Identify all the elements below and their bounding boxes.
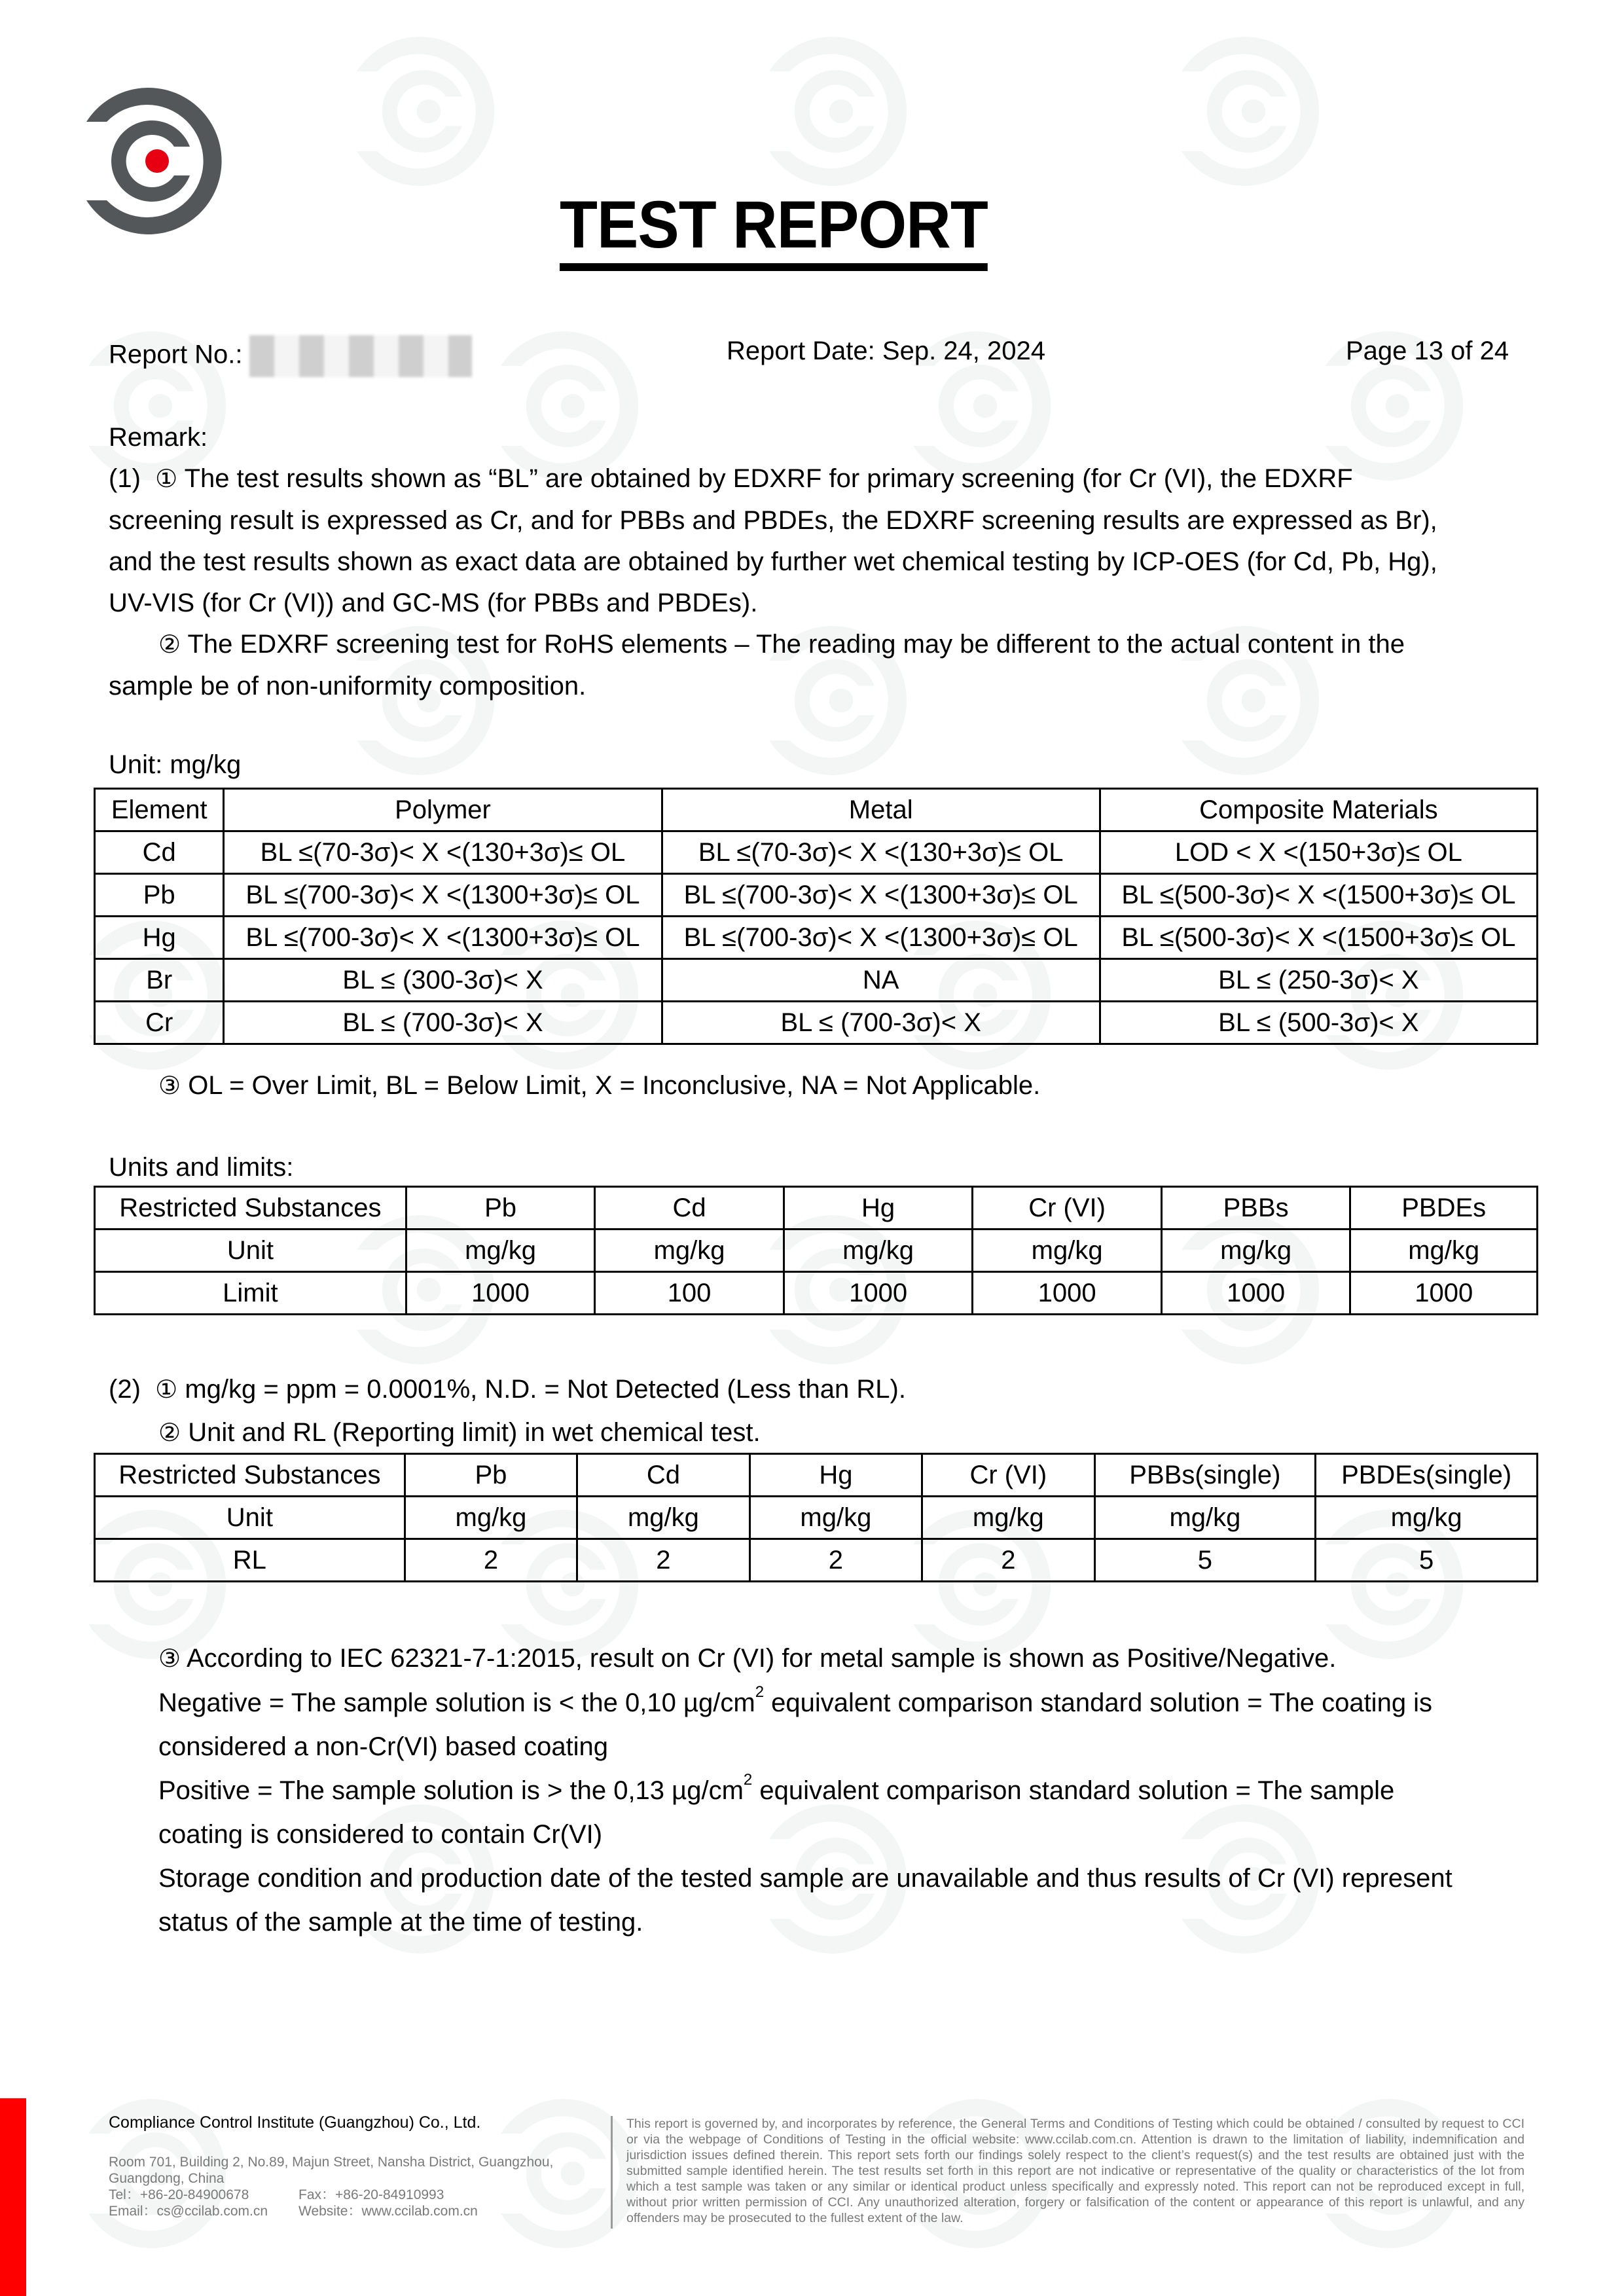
table-header-cell: Metal bbox=[662, 789, 1100, 831]
table-cell: 1000 bbox=[973, 1272, 1162, 1315]
footer-web-row bbox=[109, 2203, 606, 2219]
footer-email: Email：cs@ccilab.com.cn bbox=[109, 2204, 268, 2219]
limits-label: Units and limits: bbox=[109, 1153, 294, 1182]
table-cell: 100 bbox=[595, 1272, 784, 1315]
footer-address: Guangdong, China bbox=[109, 2171, 225, 2186]
footer-address: Room 701, Building 2, No.89, Majun Street, Nansha District, Guangzhou, bbox=[109, 2155, 554, 2170]
section-2-line-2 bbox=[109, 1412, 1549, 1454]
footer-legal-text: This report is governed by, and incorporates by reference, the General Terms and Conditions of Testing which could be obtained / consulted by request to CCI or via the webpage of Conditions of Testing in the official website: www.ccilab.com.cn. Attention is drawn to the limitation of liability, indemnification and jurisdiction issues defined therein. This report sets forth our findings solely respect to the client’s request(s) and the test results are obtained just with the submitted sample identified herein. The test results set forth in this report are not indicative or representative of the quality or characteristics of the lot from which a test sample was taken or any similar or identical product unless specifically and expressly noted. This report can not be reproduced except in full, without prior written permission of CCI. Any unauthorized alteration, forgery or falsification of the content or appearance of this report is unlawful, and any offenders may be prosecuted to the fullest extent of the law. bbox=[626, 2117, 1525, 2225]
table-cell: BL ≤(700-3σ)< X <(1300+3σ)≤ OL bbox=[224, 874, 662, 917]
table-row bbox=[95, 1002, 1538, 1044]
table-cell: BL ≤ (500-3σ)< X bbox=[1100, 1002, 1537, 1044]
table-cell: BL ≤(500-3σ)< X <(1500+3σ)≤ OL bbox=[1100, 874, 1537, 917]
circled-three-icon: ③ bbox=[158, 1072, 181, 1100]
table-cell: Cr bbox=[95, 1002, 224, 1044]
remark-heading: Remark: bbox=[109, 423, 208, 452]
report-number bbox=[109, 335, 472, 377]
note-text: OL = Over Limit, BL = Below Limit, X = Inconclusive, NA = Not Applicable. bbox=[181, 1071, 1041, 1100]
table-cell: mg/kg bbox=[973, 1230, 1162, 1272]
remark-block bbox=[109, 417, 1549, 707]
table-row bbox=[95, 959, 1538, 1002]
table-cell: BL ≤(700-3σ)< X <(1300+3σ)≤ OL bbox=[224, 917, 662, 959]
table-header-cell: Pb bbox=[405, 1454, 577, 1497]
unit-label: Unit: mg/kg bbox=[109, 750, 242, 779]
reporting-limit-table bbox=[94, 1453, 1538, 1582]
table-row bbox=[95, 1272, 1538, 1315]
table-cell: BL ≤ (700-3σ)< X bbox=[662, 1002, 1100, 1044]
table-header-cell: Hg bbox=[784, 1187, 973, 1230]
table-cell: BL ≤(70-3σ)< X <(130+3σ)≤ OL bbox=[662, 831, 1100, 874]
table-cell: mg/kg bbox=[784, 1230, 973, 1272]
table-cell: BL ≤ (300-3σ)< X bbox=[224, 959, 662, 1002]
page-title: TEST REPORT bbox=[560, 191, 988, 271]
negative-text: equivalent comparison standard solution = The coating is bbox=[764, 1688, 1433, 1717]
table-cell: 2 bbox=[577, 1539, 749, 1582]
table-cell: mg/kg bbox=[922, 1497, 1094, 1539]
table-cell: Pb bbox=[95, 874, 224, 917]
limits-table bbox=[94, 1186, 1538, 1315]
storage-note: Storage condition and production date of the tested sample are unavailable and thus results of Cr (VI) represent bbox=[158, 1864, 1453, 1893]
table-row bbox=[95, 1539, 1538, 1582]
table-header-cell: Cr (VI) bbox=[973, 1187, 1162, 1230]
report-date: Report Date: Sep. 24, 2024 bbox=[727, 337, 1045, 365]
section-text: Unit and RL (Reporting limit) in wet chemical test. bbox=[181, 1418, 761, 1447]
table-row bbox=[95, 831, 1538, 874]
table-cell: Hg bbox=[95, 917, 224, 959]
negative-definition-cont: considered a non-Cr(VI) based coating bbox=[158, 1732, 609, 1761]
table-cell: BL ≤ (250-3σ)< X bbox=[1100, 959, 1537, 1002]
circled-one-icon: ① bbox=[155, 465, 178, 493]
remark-text: UV-VIS (for Cr (VI)) and GC-MS (for PBBs and PBDEs). bbox=[109, 589, 758, 617]
table-cell: NA bbox=[662, 959, 1100, 1002]
table-cell: BL ≤ (700-3σ)< X bbox=[224, 1002, 662, 1044]
table-cell: BL ≤(70-3σ)< X <(130+3σ)≤ OL bbox=[224, 831, 662, 874]
table-cell: Cd bbox=[95, 831, 224, 874]
table-cell: Br bbox=[95, 959, 224, 1002]
table-header-cell: PBBs bbox=[1161, 1187, 1350, 1230]
table-cell: mg/kg bbox=[406, 1230, 595, 1272]
footer-tel: Tel：+86-20-84900678 bbox=[109, 2187, 249, 2202]
table-cell: mg/kg bbox=[749, 1497, 922, 1539]
table-cell: Unit bbox=[95, 1497, 405, 1539]
table-row bbox=[95, 1230, 1538, 1272]
remark-text: The test results shown as “BL” are obtained by EDXRF for primary screening (for Cr (VI), the EDXRF bbox=[177, 464, 1353, 493]
table-row bbox=[95, 1497, 1538, 1539]
circled-two-icon: ② bbox=[158, 1419, 181, 1447]
footer-divider bbox=[611, 2116, 613, 2229]
positive-definition bbox=[109, 1770, 1549, 1812]
table-header-cell: Cr (VI) bbox=[922, 1454, 1094, 1497]
circled-one-icon: ① bbox=[155, 1376, 178, 1404]
table-cell: Unit bbox=[95, 1230, 406, 1272]
table-cell: 1000 bbox=[1350, 1272, 1538, 1315]
table-cell: 1000 bbox=[406, 1272, 595, 1315]
table-cell: mg/kg bbox=[577, 1497, 749, 1539]
table-cell: mg/kg bbox=[1316, 1497, 1538, 1539]
redacted-report-number bbox=[249, 335, 472, 377]
table-cell: mg/kg bbox=[1350, 1230, 1538, 1272]
footer-fax: Fax：+86-20-84910993 bbox=[298, 2187, 444, 2202]
screening-note bbox=[109, 1065, 1598, 1107]
table-header-cell: Hg bbox=[749, 1454, 922, 1497]
table-header-cell: PBDEs bbox=[1350, 1187, 1538, 1230]
table-cell: BL ≤(700-3σ)< X <(1300+3σ)≤ OL bbox=[662, 917, 1100, 959]
item-number: (2) bbox=[109, 1375, 141, 1404]
circled-two-icon: ② bbox=[158, 631, 181, 659]
table-header-row bbox=[95, 1187, 1538, 1230]
positive-text: Positive = The sample solution is > the 0,13 µg/cm bbox=[158, 1776, 744, 1805]
superscript: 2 bbox=[743, 1771, 753, 1789]
footer-phone-row bbox=[109, 2187, 606, 2203]
negative-text: Negative = The sample solution is < the 0,10 µg/cm bbox=[158, 1688, 755, 1717]
positive-text: equivalent comparison standard solution = The sample bbox=[752, 1776, 1395, 1805]
table-header-cell: Pb bbox=[406, 1187, 595, 1230]
table-header-cell: Composite Materials bbox=[1100, 789, 1537, 831]
section-2 bbox=[109, 1369, 1549, 1454]
cr-note-line bbox=[109, 1638, 1549, 1680]
table-header-row bbox=[95, 1454, 1538, 1497]
table-cell: Limit bbox=[95, 1272, 406, 1315]
footer-contact bbox=[109, 2154, 606, 2219]
circled-three-icon: ③ bbox=[158, 1645, 181, 1673]
remark-item-1 bbox=[109, 458, 1549, 500]
report-number-label: Report No.: bbox=[109, 340, 243, 369]
table-cell: 1000 bbox=[784, 1272, 973, 1315]
remark-item-2 bbox=[109, 624, 1549, 666]
table-cell: BL ≤(500-3σ)< X <(1500+3σ)≤ OL bbox=[1100, 917, 1537, 959]
item-number: (1) bbox=[109, 464, 141, 493]
remark-text: screening result is expressed as Cr, and for PBBs and PBDEs, the EDXRF screening results are expressed as Br), bbox=[109, 506, 1437, 535]
table-cell: 5 bbox=[1316, 1539, 1538, 1582]
negative-definition bbox=[109, 1683, 1549, 1724]
section-2-line-1 bbox=[109, 1369, 1549, 1411]
superscript: 2 bbox=[755, 1683, 765, 1701]
table-header-cell: Polymer bbox=[224, 789, 662, 831]
cr-vi-note bbox=[109, 1638, 1549, 1943]
table-cell: 2 bbox=[922, 1539, 1094, 1582]
table-header-cell: PBDEs(single) bbox=[1316, 1454, 1538, 1497]
table-cell: RL bbox=[95, 1539, 405, 1582]
cr-note-text: According to IEC 62321-7-1:2015, result on Cr (VI) for metal sample is shown as Positive/Negative. bbox=[181, 1644, 1337, 1673]
remark-text: The EDXRF screening test for RoHS elements – The reading may be different to the actual content in the bbox=[181, 630, 1405, 659]
page-number: Page 13 of 24 bbox=[1346, 337, 1509, 365]
table-header-cell: Cd bbox=[595, 1187, 784, 1230]
remark-text: sample be of non-uniformity composition. bbox=[109, 672, 586, 701]
cci-logo-icon bbox=[85, 84, 236, 238]
section-text: mg/kg = ppm = 0.0001%, N.D. = Not Detected (Less than RL). bbox=[177, 1375, 906, 1404]
table-cell: mg/kg bbox=[595, 1230, 784, 1272]
table-cell: mg/kg bbox=[405, 1497, 577, 1539]
table-cell: 5 bbox=[1094, 1539, 1316, 1582]
screening-table bbox=[94, 788, 1538, 1045]
positive-definition-cont: coating is considered to contain Cr(VI) bbox=[158, 1820, 603, 1849]
table-cell: mg/kg bbox=[1094, 1497, 1316, 1539]
table-header-row bbox=[95, 789, 1538, 831]
table-header-cell: Element bbox=[95, 789, 224, 831]
table-cell: BL ≤(700-3σ)< X <(1300+3σ)≤ OL bbox=[662, 874, 1100, 917]
table-cell: LOD < X <(150+3σ)≤ OL bbox=[1100, 831, 1537, 874]
table-cell: 2 bbox=[749, 1539, 922, 1582]
table-cell: 2 bbox=[405, 1539, 577, 1582]
footer-company-name: Compliance Control Institute (Guangzhou) Co., Ltd. bbox=[109, 2113, 481, 2132]
table-cell: mg/kg bbox=[1161, 1230, 1350, 1272]
remark-text: and the test results shown as exact data are obtained by further wet chemical testing by ICP-OES (for Cd, Pb, Hg), bbox=[109, 547, 1437, 576]
table-header-cell: PBBs(single) bbox=[1094, 1454, 1316, 1497]
table-cell: 1000 bbox=[1161, 1272, 1350, 1315]
table-header-cell: Restricted Substances bbox=[95, 1454, 405, 1497]
table-header-cell: Cd bbox=[577, 1454, 749, 1497]
table-row bbox=[95, 917, 1538, 959]
table-header-cell: Restricted Substances bbox=[95, 1187, 406, 1230]
footer-accent-bar bbox=[0, 2098, 26, 2296]
storage-note-cont: status of the sample at the time of testing. bbox=[158, 1908, 643, 1937]
table-row bbox=[95, 874, 1538, 917]
footer-website[interactable]: Website：www.ccilab.com.cn bbox=[298, 2204, 478, 2219]
